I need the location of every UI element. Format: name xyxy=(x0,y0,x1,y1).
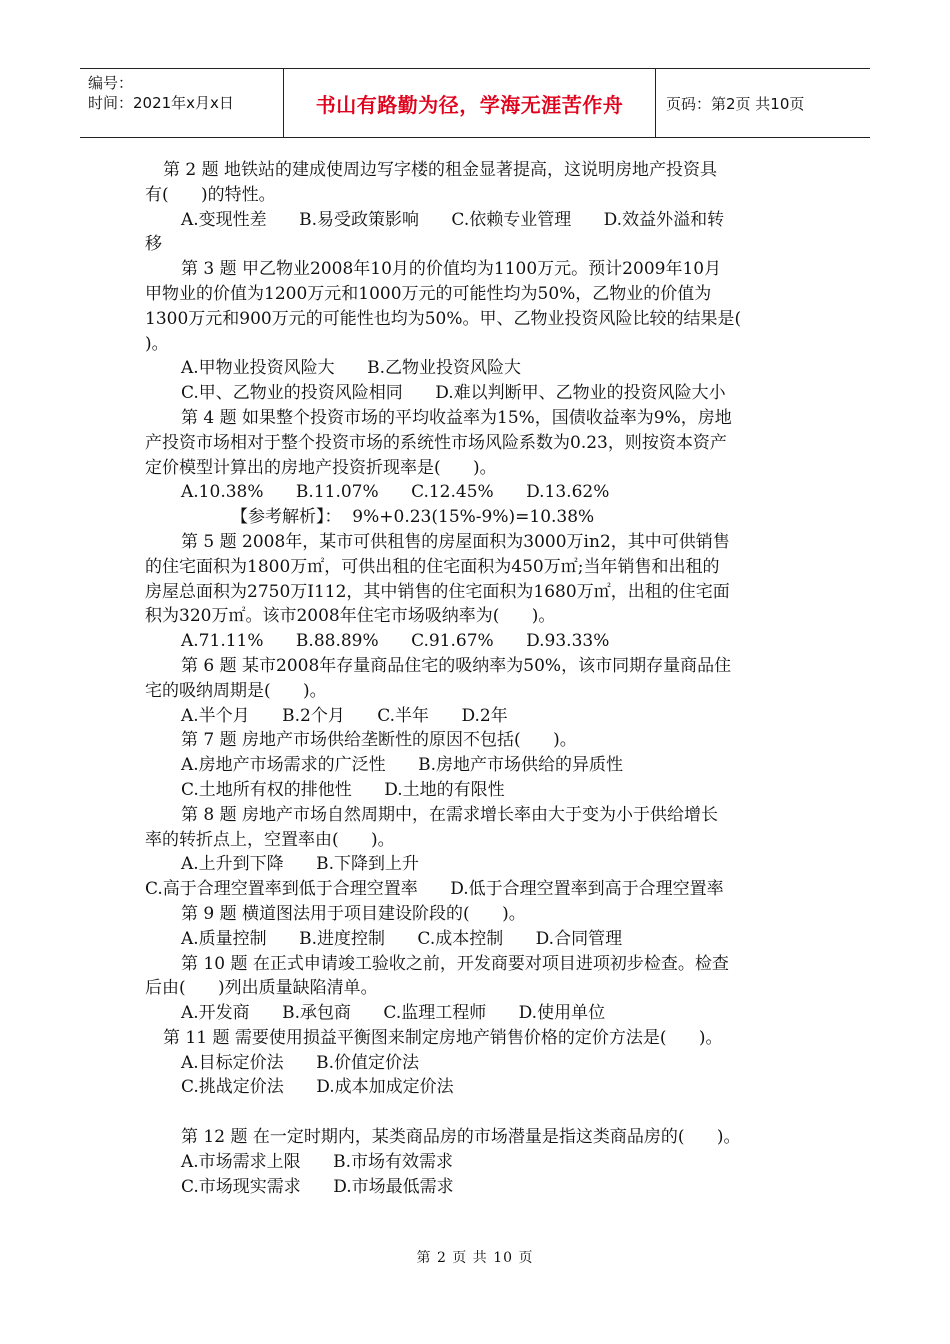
text-line: 【参考解析】： 9%+0.23(15%-9%)=10.38% xyxy=(231,507,595,528)
page-footer: 第 2 页 共 10 页 xyxy=(416,1250,534,1266)
text-line: 第 12 题 在一定时期内，某类商品房的市场潜量是指这类商品房的( )。 xyxy=(181,1127,741,1148)
text-line: 移 xyxy=(145,234,162,255)
text-line: A.房地产市场需求的广泛性 B.房地产市场供给的异质性 xyxy=(181,755,623,776)
text-line: A.71.11% B.88.89% C.91.67% D.93.33% xyxy=(181,631,610,652)
text-line: A.市场需求上限 B.市场有效需求 xyxy=(181,1151,453,1172)
header-page-info: 页码：第2页 共10页 xyxy=(666,94,805,113)
text-line: C.甲、乙物业的投资风险相同 D.难以判断甲、乙物业的投资风险大小 xyxy=(181,383,726,404)
text-line: 第 4 题 如果整个投资市场的平均收益率为15%，国债收益率为9%，房地 xyxy=(181,407,732,428)
text-line: C.高于合理空置率到低于合理空置率 D.低于合理空置率到高于合理空置率 xyxy=(145,879,724,900)
text-line: 率的转折点上，空置率由( )。 xyxy=(145,829,395,850)
text-line: 产投资市场相对于整个投资市场的系统性市场风险系数为0.23，则按资本资产 xyxy=(145,432,727,453)
text-line: 第 7 题 房地产市场供给垄断性的原因不包括( )。 xyxy=(181,730,577,751)
doc-number-label: 编号： xyxy=(88,74,134,92)
text-line: A.甲物业投资风险大 B.乙物业投资风险大 xyxy=(181,358,521,379)
doc-date: 时间：2021年x月x日 xyxy=(88,94,234,112)
text-line: A.半个月 B.2个月 C.半年 D.2年 xyxy=(181,705,508,726)
text-line: 第 5 题 2008年，某市可供租售的房屋面积为3000万in2，其中可供销售 xyxy=(181,531,730,552)
text-line: 积为320万㎡。该市2008年住宅市场吸纳率为( )。 xyxy=(145,606,556,627)
text-line: 后由( )列出质量缺陷清单。 xyxy=(145,978,378,999)
text-line: 有( )的特性。 xyxy=(145,184,276,205)
text-line: A.质量控制 B.进度控制 C.成本控制 D.合同管理 xyxy=(181,928,623,949)
text-line: 第 8 题 房地产市场自然周期中，在需求增长率由大于变为小于供给增长 xyxy=(181,804,719,825)
text-line: 第 10 题 在正式申请竣工验收之前，开发商要对项目进项初步检查。检查 xyxy=(181,953,729,974)
document-body xyxy=(145,158,825,1199)
text-line: 甲物业的价值为1200万元和1000万元的可能性均为50%，乙物业的价值为 xyxy=(145,283,712,304)
text-line xyxy=(145,1100,825,1125)
text-line: A.变现性差 B.易受政策影响 C.依赖专业管理 D.效益外溢和转 xyxy=(181,209,725,230)
text-line: A.10.38% B.11.07% C.12.45% D.13.62% xyxy=(181,482,610,503)
text-line: 1300万元和900万元的可能性也均为50%。甲、乙物业投资风险比较的结果是( xyxy=(145,308,742,329)
text-line: 第 6 题 某市2008年存量商品住宅的吸纳率为50%，该市同期存量商品住 xyxy=(181,655,732,676)
text-line: A.目标定价法 B.价值定价法 xyxy=(181,1052,419,1073)
text-line: 第 3 题 甲乙物业2008年10月的价值均为1100万元。预计2009年10月 xyxy=(181,259,722,280)
text-line: A.开发商 B.承包商 C.监理工程师 D.使用单位 xyxy=(181,1003,606,1024)
text-line: 宅的吸纳周期是( )。 xyxy=(145,680,327,701)
text-line: 第 2 题 地铁站的建成使周边写字楼的租金显著提高，这说明房地产投资具 xyxy=(163,160,718,180)
text-line: 第 9 题 横道图法用于项目建设阶段的( )。 xyxy=(181,903,526,924)
text-line: 第 11 题 需要使用损益平衡图来制定房地产销售价格的定价方法是( )。 xyxy=(163,1027,723,1048)
header-motto-cell xyxy=(284,69,656,137)
text-line: A.上升到下降 B.下降到上升 xyxy=(181,854,419,875)
text-line: C.市场现实需求 D.市场最低需求 xyxy=(181,1176,454,1197)
text-line: 的住宅面积为1800万㎡，可供出租的住宅面积为450万㎡;当年销售和出租的 xyxy=(145,556,720,577)
header-page-cell xyxy=(656,69,870,137)
page-header xyxy=(80,68,870,138)
text-line: C.土地所有权的排他性 D.土地的有限性 xyxy=(181,779,505,800)
text-line: 房屋总面积为2750万I112，其中销售的住宅面积为1680万㎡，出租的住宅面 xyxy=(145,581,730,602)
header-motto: 书山有路勤为径，学海无涯苦作舟 xyxy=(315,92,624,117)
text-line: )。 xyxy=(145,333,169,354)
text-line: 定价模型计算出的房地产投资折现率是( )。 xyxy=(145,457,497,478)
header-meta xyxy=(80,69,284,137)
text-line: C.挑战定价法 D.成本加成定价法 xyxy=(181,1077,454,1098)
